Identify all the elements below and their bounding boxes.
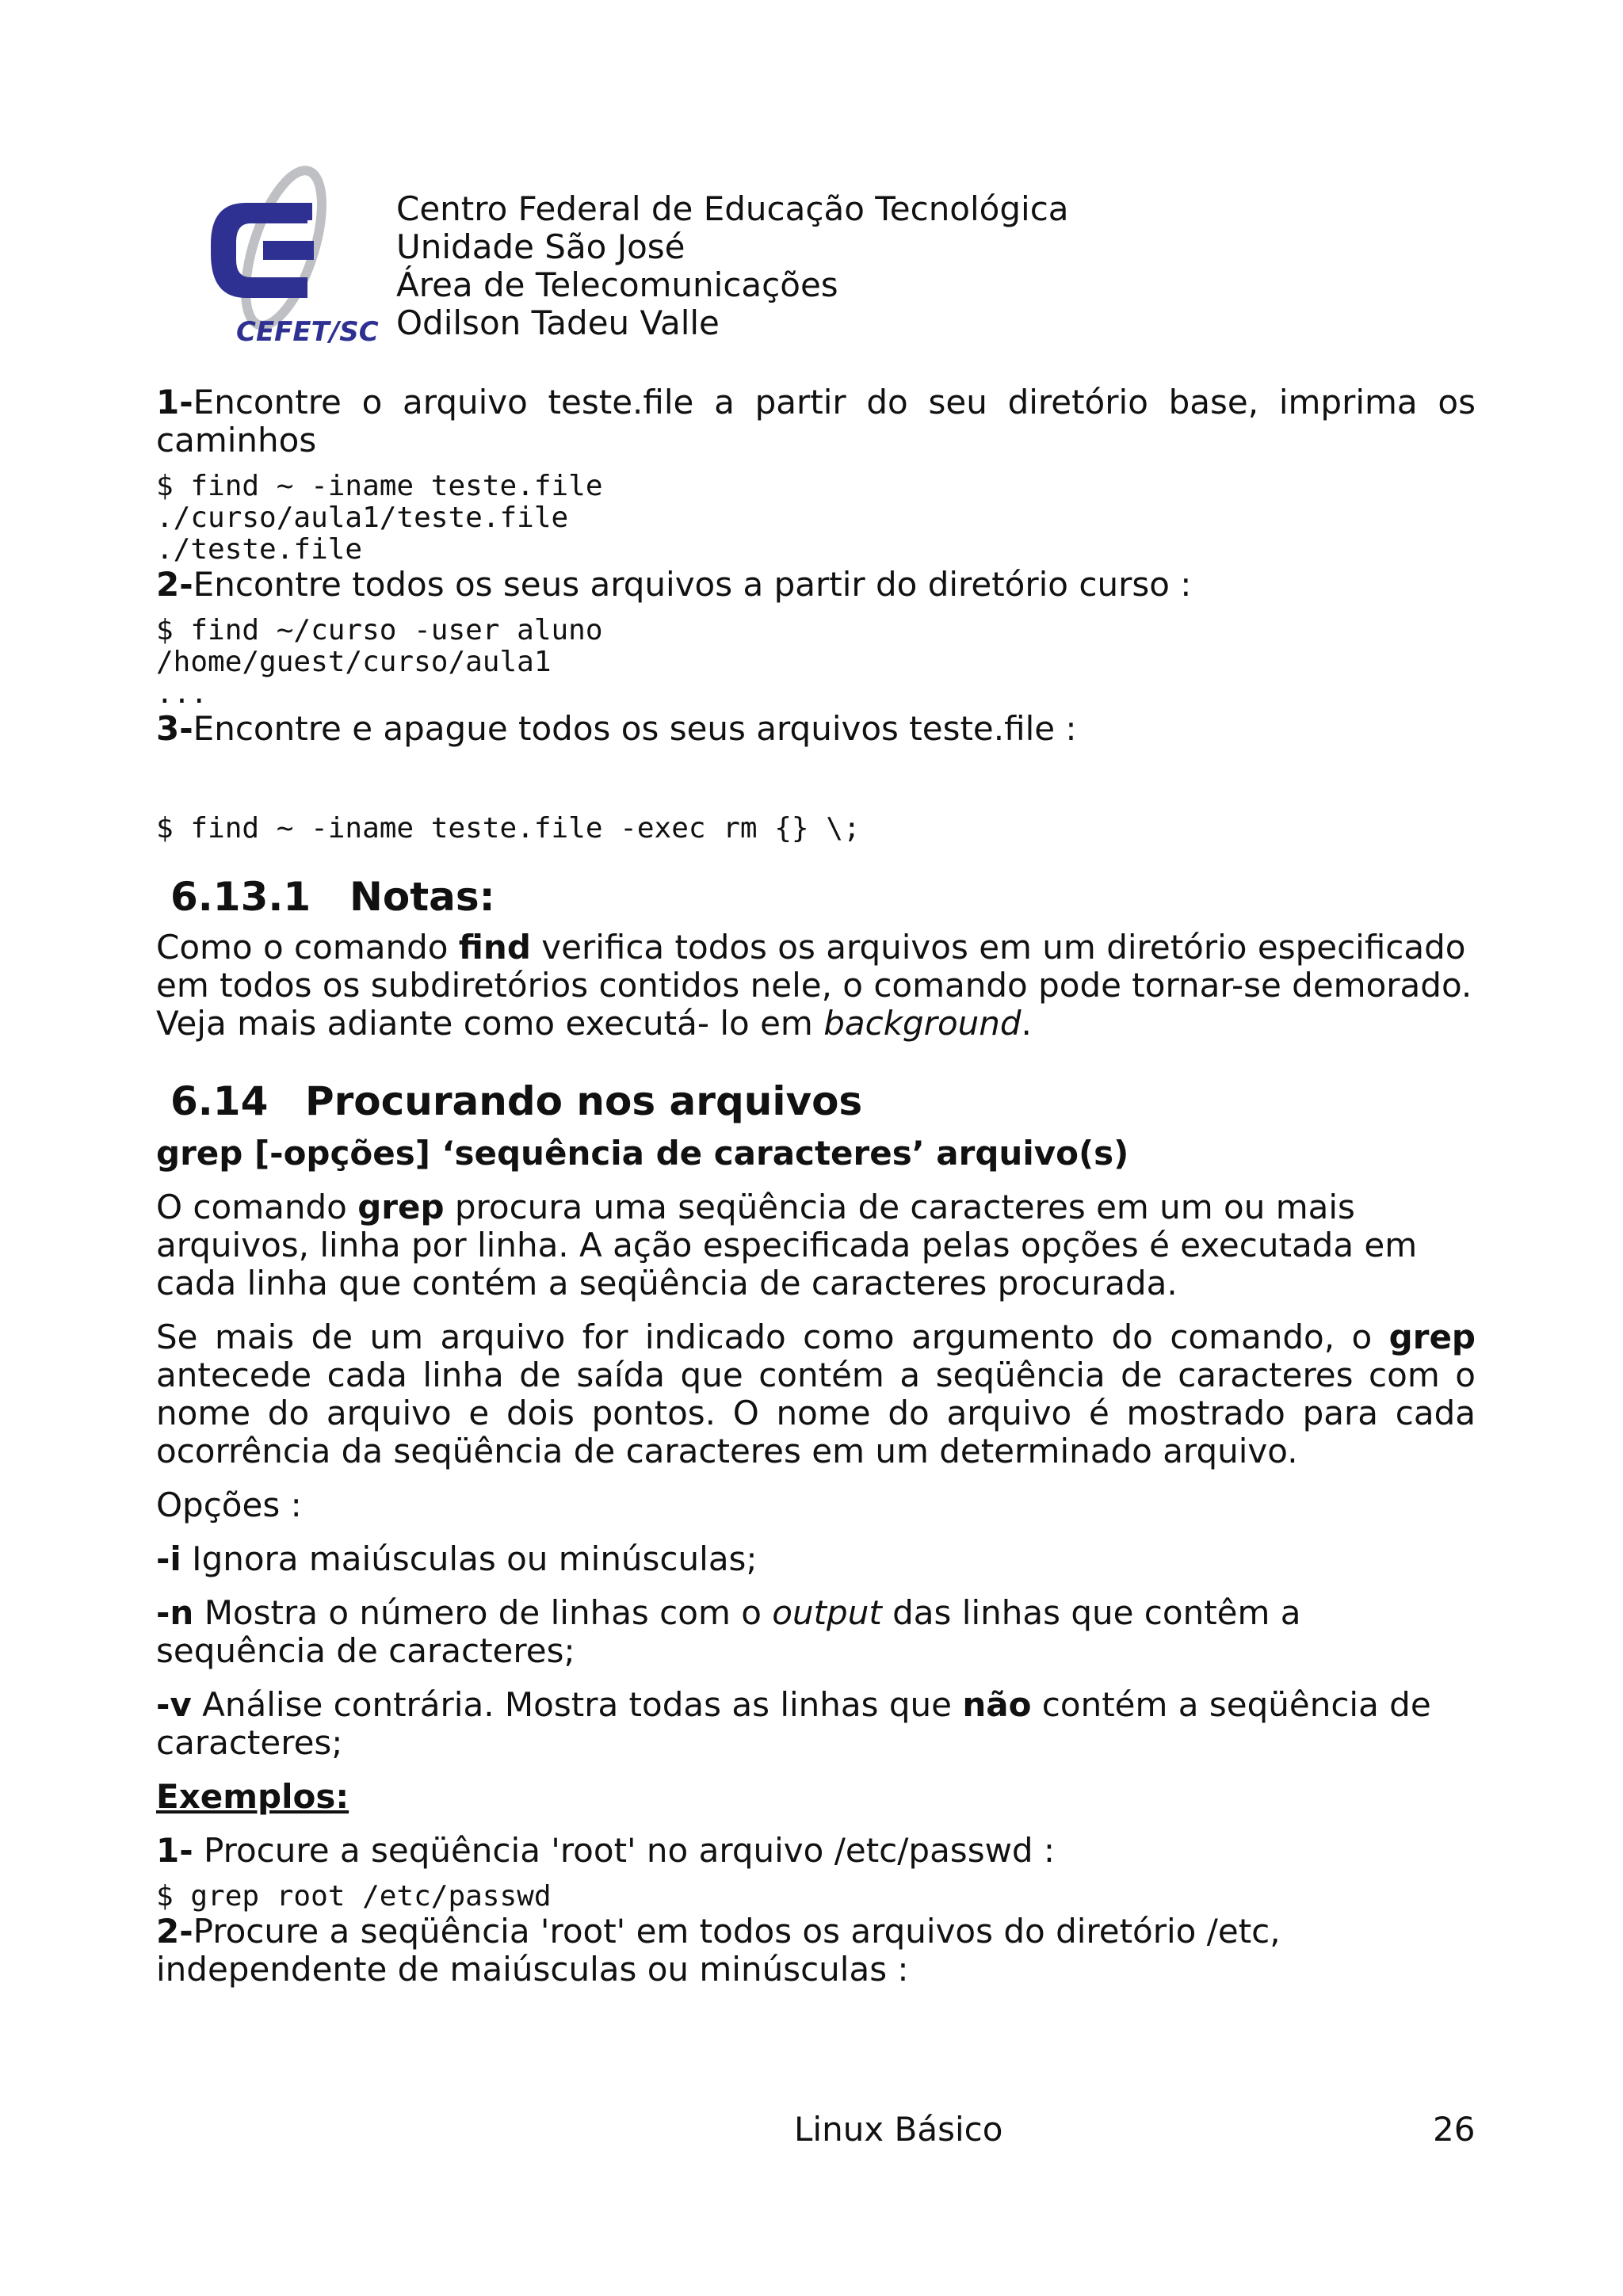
- examples-label: Exemplos:: [156, 1777, 349, 1816]
- footer-title: Linux Básico: [794, 2110, 1003, 2149]
- option-i: -i Ignora maiúsculas ou minúsculas;: [156, 1539, 758, 1578]
- page-header: [189, 158, 1457, 357]
- institution-name: Centro Federal de Educação Tecnológica: [396, 189, 1069, 228]
- find-example-1: 1-Encontre o arquivo teste.file a partir do seu diretório base, imprima os caminhos: [156, 383, 1476, 460]
- find-example-2-code: $ find ~/curso -user aluno /home/guest/curso/aula1 ...: [156, 614, 603, 710]
- grep-multiple-files: Se mais de um arquivo for indicado como argumento do comando, o grep antecede cada linha de saída que contém a seqüência de caracteres com o nome do arquivo e dois pontos. O nome do arquivo é mostrado para cada ocorrência da seqüência de caracteres em um determinado arquivo.: [156, 1318, 1476, 1470]
- area-name: Área de Telecomunicações: [396, 265, 838, 304]
- section-heading-notas: 6.13.1 Notas:: [170, 874, 495, 920]
- options-label: Opções :: [156, 1486, 302, 1524]
- page-number: 26: [1433, 2110, 1476, 2149]
- find-example-1-code: $ find ~ -iname teste.file ./curso/aula1/teste.file ./teste.file: [156, 470, 603, 566]
- grep-example-1: 1- Procure a seqüência 'root' no arquivo /etc/passwd :: [156, 1831, 1056, 1870]
- grep-description: O comando grep procura uma seqüência de caracteres em um ou mais arquivos, linha por linha. A ação especificada pelas opções é executada em cada linha que contém a seqüência de caracteres procurada.: [156, 1188, 1418, 1302]
- grep-example-2: 2-Procure a seqüência 'root' em todos os arquivos do diretório /etc, independente de maiúsculas ou minúsculas :: [156, 1912, 1281, 1989]
- find-example-2: 2-Encontre todos os seus arquivos a partir do diretório curso :: [156, 565, 1192, 604]
- cefet-logo: [189, 165, 379, 355]
- notas-paragraph: Como o comando find verifica todos os arquivos em um diretório especificado em todos os subdiretórios contidos nele, o comando pode tornar-se demorado. Veja mais adiante como executá- lo em background.: [156, 928, 1472, 1043]
- option-v: -v Análise contrária. Mostra todas as linhas que não contém a seqüência de caracteres;: [156, 1685, 1431, 1762]
- page-content: [156, 383, 1476, 1989]
- author-name: Odilson Tadeu Valle: [396, 303, 720, 342]
- grep-example-1-code: $ grep root /etc/passwd: [156, 1880, 552, 1913]
- logo-text: CEFET/SC: [236, 316, 379, 348]
- option-n: -n Mostra o número de linhas com o output das linhas que contêm a sequência de caracteres;: [156, 1593, 1301, 1670]
- find-example-3-code: $ find ~ -iname teste.file -exec rm {} \;: [156, 812, 861, 845]
- find-example-3: 3-Encontre e apague todos os seus arquivos teste.file :: [156, 709, 1077, 748]
- grep-syntax: grep [-opções] ‘sequência de caracteres’ arquivo(s): [156, 1134, 1129, 1173]
- unit-name: Unidade São José: [396, 227, 685, 266]
- section-heading-grep: 6.14 Procurando nos arquivos: [170, 1078, 863, 1124]
